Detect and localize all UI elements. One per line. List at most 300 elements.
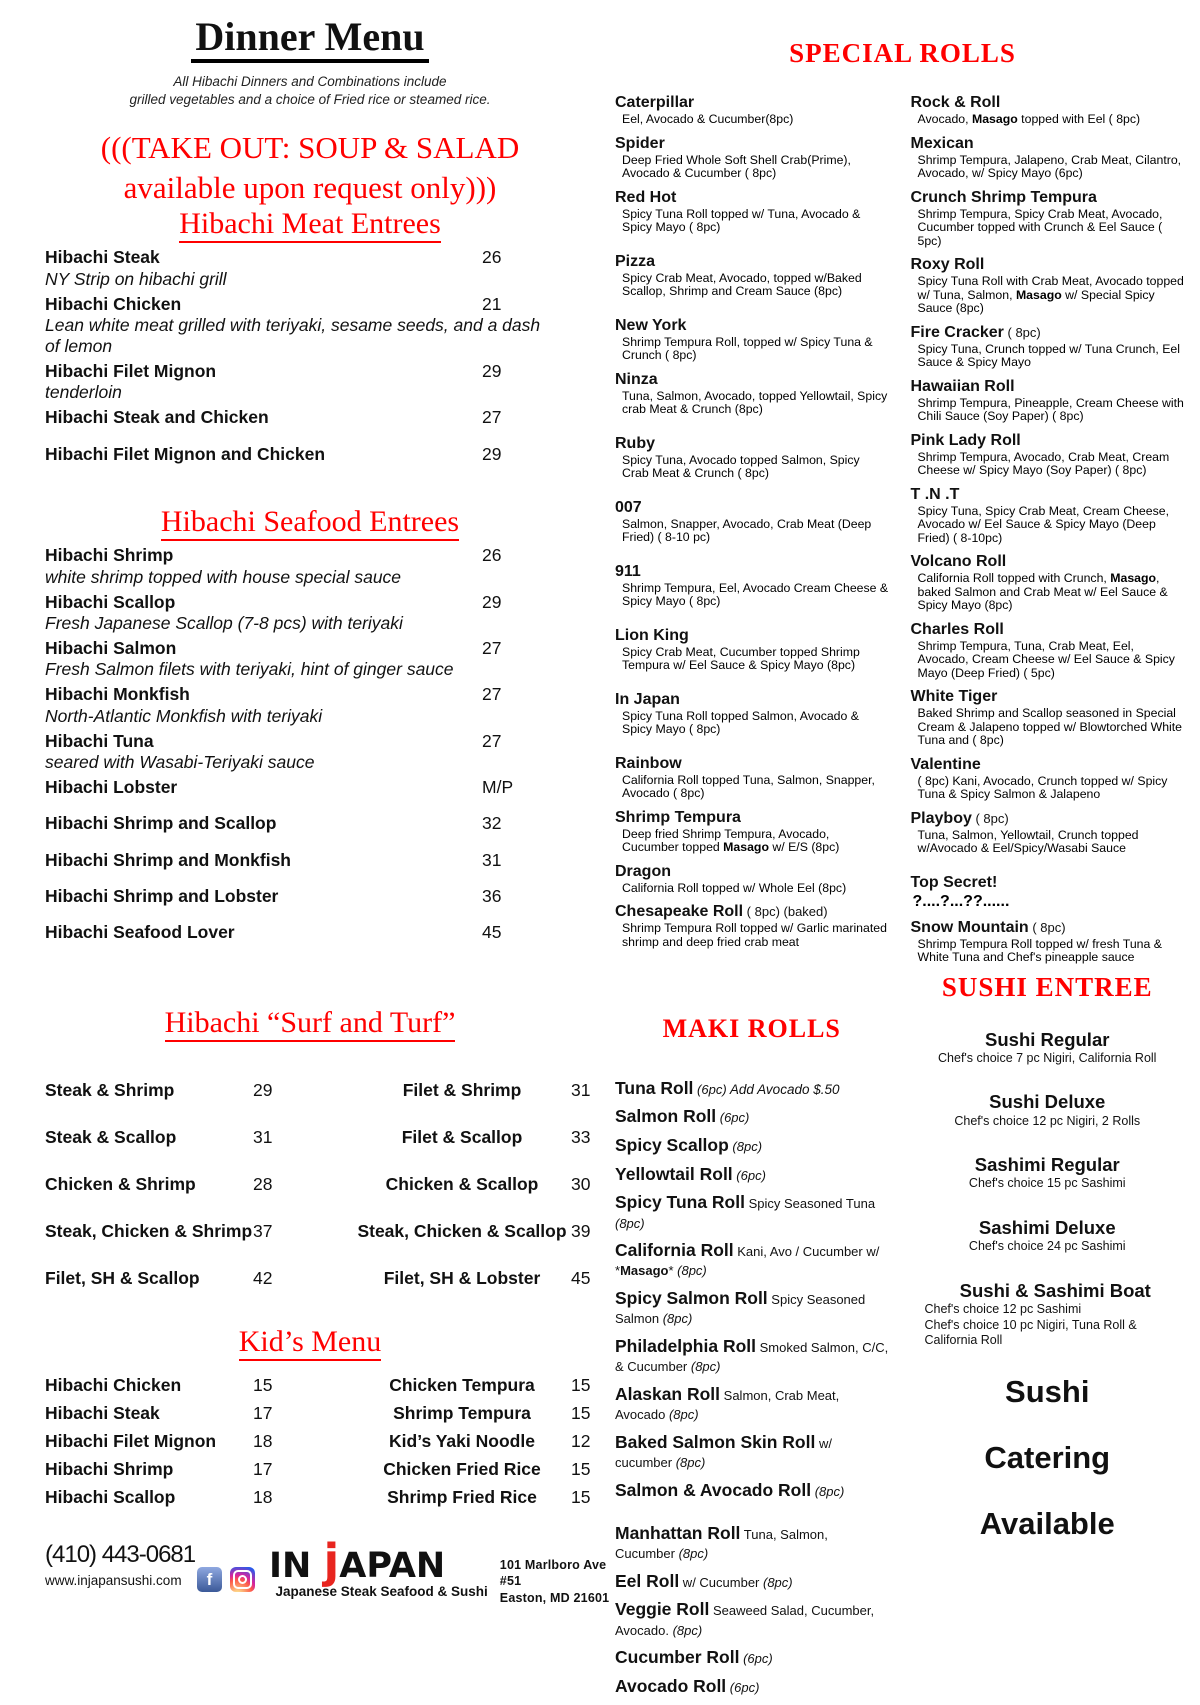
catering-notice — [909, 1374, 1187, 1542]
combo-name: Chicken & Shrimp — [45, 1174, 253, 1195]
roll-desc: Shrimp Tempura, Spicy Crab Meat, Avocado, Cucumber topped with Crunch & Eel Sauce ( 5pc) — [911, 208, 1185, 249]
combo-name: Steak & Shrimp — [45, 1080, 253, 1101]
combo-name: Chicken & Scallop — [353, 1174, 571, 1195]
item-name: Hibachi Steak — [45, 247, 482, 268]
maki-item — [615, 1523, 889, 1563]
maki-pieces: (8pc) — [615, 1216, 645, 1231]
logo-text: IN jAPAN — [269, 1541, 488, 1583]
roll-desc: Avocado, Masago topped with Eel ( 8pc) — [911, 113, 1185, 127]
roll-name: Fire Cracker ( 8pc) — [911, 323, 1185, 343]
maki-item — [615, 1164, 889, 1185]
catering-line: Available — [909, 1506, 1187, 1542]
roll-name: Crunch Shrimp Tempura — [911, 188, 1185, 208]
roll-name: Pizza — [615, 252, 889, 272]
roll-desc: Spicy Tuna, Spicy Crab Meat, Cream Cheese, Avocado w/ Eel Sauce & Spicy Mayo (Deep Fried) ( 8-10pc) — [911, 505, 1185, 546]
menu-item — [45, 361, 550, 403]
footer — [45, 1541, 625, 1608]
combo-price: 30 — [571, 1174, 635, 1195]
maki-item — [615, 1240, 889, 1280]
meat-entrees-list — [45, 247, 550, 465]
combo-price: 18 — [253, 1487, 353, 1508]
roll-item — [615, 690, 889, 737]
roll-desc: Tuna, Salmon, Avocado, topped Yellowtail, Spicy crab Meat & Crunch (8pc) — [615, 390, 889, 417]
roll-name: 911 — [615, 562, 889, 582]
roll-name: Ninza — [615, 370, 889, 390]
menu-item — [45, 545, 550, 587]
contact-block — [45, 1541, 195, 1588]
item-desc: Fresh Japanese Scallop (7-8 pcs) with teriyaki — [45, 613, 550, 634]
item-name: Hibachi Shrimp — [45, 545, 482, 566]
maki-name: Spicy Tuna Roll — [615, 1192, 745, 1212]
menu-item — [45, 247, 550, 289]
maki-name: Philadelphia Roll — [615, 1336, 756, 1356]
sushi-item-desc: Chef's choice 15 pc Sashimi — [909, 1176, 1187, 1192]
item-name: Hibachi Shrimp and Monkfish — [45, 850, 482, 871]
maki-name: Salmon & Avocado Roll — [615, 1480, 811, 1500]
roll-name: New York — [615, 316, 889, 336]
menu-item — [45, 684, 550, 726]
left-column — [0, 0, 605, 1585]
roll-name: Shrimp Tempura — [615, 808, 889, 828]
combo-price: 15 — [253, 1375, 353, 1396]
maki-name: Cucumber Roll — [615, 1647, 739, 1667]
maki-desc: Spicy Seasoned Salmon — [615, 1292, 865, 1326]
menu-item — [45, 731, 550, 773]
roll-desc: California Roll topped Tuna, Salmon, Snapper, Avocado ( 8pc) — [615, 774, 889, 801]
roll-item — [911, 134, 1185, 181]
surf-turf-heading: Hibachi “Surf and Turf” — [45, 1006, 575, 1042]
item-desc: seared with Wasabi-Teriyaki sauce — [45, 752, 550, 773]
roll-desc: Spicy Tuna Roll with Crab Meat, Avocado topped w/ Tuna, Salmon, Masago w/ Special Spicy Sauce (8pc) — [911, 275, 1185, 316]
item-desc: white shrimp topped with house special sauce — [45, 567, 550, 588]
roll-name: Roxy Roll — [911, 255, 1185, 275]
roll-item — [615, 188, 889, 235]
maki-item — [615, 1599, 889, 1639]
roll-desc: Shrimp Tempura, Avocado, Crab Meat, Cream Cheese w/ Spicy Mayo (Soy Paper) ( 8pc) — [911, 451, 1185, 478]
combo-price: 37 — [253, 1221, 353, 1242]
roll-desc: Shrimp Tempura, Jalapeno, Crab Meat, Cilantro, Avocado, w/ Spicy Mayo (6pc) — [911, 154, 1185, 181]
combo-price: 12 — [571, 1431, 635, 1452]
maki-item — [615, 1676, 889, 1697]
maki-pieces: (6pc) — [733, 1168, 766, 1183]
facebook-icon: f — [197, 1567, 222, 1592]
maki-desc: w/ Cucumber — [679, 1575, 759, 1590]
item-desc: North-Atlantic Monkfish with teriyaki — [45, 706, 550, 727]
roll-name: Hawaiian Roll — [911, 377, 1185, 397]
menu-item — [45, 886, 550, 907]
roll-pieces: ( 8pc) — [1004, 325, 1041, 340]
maki-desc: Smoked Salmon, C/C, & Cucumber — [615, 1340, 888, 1374]
combo-name: Shrimp Fried Rice — [353, 1487, 571, 1508]
combo-price: 17 — [253, 1403, 353, 1424]
menu-item — [45, 813, 550, 834]
roll-pieces: ( 8pc) — [1029, 920, 1066, 935]
roll-name: Chesapeake Roll ( 8pc) (baked) — [615, 902, 889, 922]
item-price: 21 — [482, 294, 550, 315]
roll-name: Top Secret! — [911, 873, 1185, 893]
maki-item — [615, 1288, 889, 1328]
sushi-entree-item — [909, 1280, 1187, 1349]
roll-name: T .N .T — [911, 485, 1185, 505]
maki-name: Yellowtail Roll — [615, 1164, 733, 1184]
item-name: Hibachi Tuna — [45, 731, 482, 752]
maki-item — [615, 1135, 889, 1156]
menu-subtitle — [45, 73, 575, 108]
roll-name: Rock & Roll — [911, 93, 1185, 113]
subtitle-line-2: grilled vegetables and a choice of Fried rice or steamed rice. — [45, 91, 575, 109]
maki-pieces: (8pc) — [811, 1484, 844, 1499]
maki-pieces: (6pc) — [726, 1680, 759, 1695]
roll-desc: California Roll topped with Crunch, Masago, baked Salmon and Crab Meat w/ Eel Sauce & Spicy Mayo (8pc) — [911, 572, 1185, 613]
special-rolls-heading: SPECIAL ROLLS — [605, 38, 1200, 69]
special-rolls-section — [605, 93, 1200, 972]
special-rolls-col-2 — [903, 93, 1200, 972]
item-name: Hibachi Chicken — [45, 294, 482, 315]
combo-name: Hibachi Shrimp — [45, 1459, 253, 1480]
sushi-item-name: Sashimi Regular — [909, 1154, 1187, 1176]
maki-name: Salmon Roll — [615, 1106, 716, 1126]
roll-item — [911, 485, 1185, 546]
roll-item — [615, 93, 889, 127]
combo-name: Shrimp Tempura — [353, 1403, 571, 1424]
roll-name: In Japan — [615, 690, 889, 710]
maki-pieces: (8pc) — [687, 1359, 720, 1374]
item-price: 29 — [482, 361, 550, 382]
roll-name: Red Hot — [615, 188, 889, 208]
maki-name: California Roll — [615, 1240, 734, 1260]
combo-price: 29 — [253, 1080, 353, 1101]
maki-pieces: (6pc) — [716, 1110, 749, 1125]
roll-desc: Spicy Crab Meat, Avocado, topped w/Baked Scallop, Shrimp and Cream Sauce (8pc) — [615, 272, 889, 299]
combo-name: Hibachi Steak — [45, 1403, 253, 1424]
address-line-2: Easton, MD 21601 — [500, 1590, 625, 1607]
roll-item — [911, 873, 1185, 911]
roll-desc: Salmon, Snapper, Avocado, Crab Meat (Deep Fried) ( 8-10 pc) — [615, 518, 889, 545]
roll-desc: Spicy Tuna, Crunch topped w/ Tuna Crunch, Eel Sauce & Spicy Mayo — [911, 343, 1185, 370]
item-price: 36 — [482, 886, 550, 907]
sushi-entree-list — [909, 1029, 1187, 1349]
maki-item — [615, 1384, 889, 1424]
maki-desc: Salmon, Crab Meat, Avocado — [615, 1388, 839, 1422]
roll-name: White Tiger — [911, 687, 1185, 707]
combo-price: 15 — [571, 1375, 635, 1396]
maki-rolls-section — [605, 972, 903, 1705]
social-icons — [197, 1567, 255, 1592]
surf-turf-list — [45, 1080, 635, 1315]
roll-item — [615, 626, 889, 673]
roll-name: Charles Roll — [911, 620, 1185, 640]
maki-pieces: (8pc) — [665, 1407, 698, 1422]
item-desc: Fresh Salmon filets with teriyaki, hint of ginger sauce — [45, 659, 550, 680]
item-name: Hibachi Shrimp and Lobster — [45, 886, 482, 907]
item-price: 26 — [482, 545, 550, 566]
roll-item — [911, 323, 1185, 370]
roll-desc: ?....?...??...... — [911, 893, 1185, 911]
combo-name: Steak & Scallop — [45, 1127, 253, 1148]
combo-name: Filet & Scallop — [353, 1127, 571, 1148]
roll-pieces: ( 8pc) — [972, 811, 1009, 826]
roll-item — [615, 434, 889, 481]
item-price: 45 — [482, 922, 550, 943]
roll-desc: Shrimp Tempura Roll topped w/ fresh Tuna & White Tuna and Chef's pineapple sauce — [911, 938, 1185, 965]
item-name: Hibachi Scallop — [45, 592, 482, 613]
item-price: 29 — [482, 444, 550, 465]
maki-name: Spicy Scallop — [615, 1135, 729, 1155]
item-name: Hibachi Steak and Chicken — [45, 407, 482, 428]
item-price: 27 — [482, 638, 550, 659]
sushi-item-desc: Chef's choice 10 pc Nigiri, Tuna Roll & — [925, 1318, 1187, 1334]
maki-desc: Kani, Avo / Cucumber w/ *Masago* — [615, 1244, 879, 1278]
roll-item — [911, 620, 1185, 681]
combo-name: Hibachi Scallop — [45, 1487, 253, 1508]
roll-item — [615, 902, 889, 949]
meat-entrees-heading: Hibachi Meat Entrees — [45, 207, 575, 243]
menu-item — [45, 777, 550, 798]
maki-name: Baked Salmon Skin Roll — [615, 1432, 815, 1452]
maki-item — [615, 1480, 889, 1501]
roll-desc: Shrimp Tempura Roll topped w/ Garlic marinated shrimp and deep fried crab meat — [615, 922, 889, 949]
roll-desc: Shrimp Tempura, Eel, Avocado Cream Cheese & Spicy Mayo ( 8pc) — [615, 582, 889, 609]
combo-name: Filet, SH & Scallop — [45, 1268, 253, 1289]
sushi-item-name: Sashimi Deluxe — [909, 1217, 1187, 1239]
maki-pieces: (8pc) — [675, 1546, 708, 1561]
special-rolls-col-1 — [605, 93, 903, 972]
kids-menu-heading: Kid’s Menu — [45, 1325, 575, 1361]
sushi-item-desc: Chef's choice 7 pc Nigiri, California Roll — [909, 1051, 1187, 1067]
roll-desc: Spicy Tuna Roll topped Salmon, Avocado & Spicy Mayo ( 8pc) — [615, 710, 889, 737]
maki-pieces: (8pc) — [729, 1139, 762, 1154]
maki-item — [615, 1571, 889, 1592]
roll-item — [911, 255, 1185, 316]
combo-price: 15 — [571, 1403, 635, 1424]
maki-pieces: (8pc) — [669, 1623, 702, 1638]
roll-item — [911, 431, 1185, 478]
roll-item — [911, 552, 1185, 613]
roll-name: Playboy ( 8pc) — [911, 809, 1185, 829]
maki-desc: Seaweed Salad, Cucumber, Avocado. — [615, 1603, 874, 1637]
maki-name: Spicy Salmon Roll — [615, 1288, 768, 1308]
roll-desc: Spicy Tuna, Avocado topped Salmon, Spicy Crab Meat & Crunch ( 8pc) — [615, 454, 889, 481]
catering-line: Sushi — [909, 1374, 1187, 1410]
catering-line: Catering — [909, 1440, 1187, 1476]
subtitle-line-1: All Hibachi Dinners and Combinations include — [45, 73, 575, 91]
menu-item — [45, 444, 550, 465]
roll-desc: California Roll topped w/ Whole Eel (8pc) — [615, 882, 889, 896]
right-column — [605, 0, 1200, 1585]
sushi-entree-heading: SUSHI ENTREE — [909, 972, 1187, 1003]
roll-name: Volcano Roll — [911, 552, 1185, 572]
maki-pieces: (6pc) — [739, 1651, 772, 1666]
combo-price: 15 — [571, 1459, 635, 1480]
maki-item — [615, 1336, 889, 1376]
roll-desc: Deep Fried Whole Soft Shell Crab(Prime), Avocado & Cucumber ( 8pc) — [615, 154, 889, 181]
roll-desc: Baked Shrimp and Scallop seasoned in Special Cream & Jalapeno topped w/ Blowtorched White Tuna and ( 8pc) — [911, 707, 1185, 748]
sushi-entree-item — [909, 1029, 1187, 1067]
roll-desc: Shrimp Tempura, Pineapple, Cream Cheese with Chili Sauce (Soy Paper) ( 8pc) — [911, 397, 1185, 424]
takeout-line-2: available upon request only))) — [45, 168, 575, 208]
combo-name: Kid’s Yaki Noodle — [353, 1431, 571, 1452]
phone-number: (410) 443-0681 — [45, 1541, 195, 1569]
roll-pieces: ( 8pc) (baked) — [743, 904, 828, 919]
maki-pieces: (8pc) — [672, 1455, 705, 1470]
roll-item — [911, 809, 1185, 856]
item-price: M/P — [482, 777, 550, 798]
combo-name: Hibachi Chicken — [45, 1375, 253, 1396]
logo-tagline: Japanese Steak Seafood & Sushi — [269, 1584, 488, 1599]
combo-price: 17 — [253, 1459, 353, 1480]
kids-menu-list — [45, 1375, 635, 1515]
roll-item — [911, 377, 1185, 424]
seafood-entrees-heading: Hibachi Seafood Entrees — [45, 505, 575, 541]
restaurant-logo — [269, 1541, 488, 1600]
roll-item — [615, 316, 889, 363]
maki-item — [615, 1432, 889, 1472]
takeout-line-1: (((TAKE OUT: SOUP & SALAD — [45, 128, 575, 168]
item-price: 27 — [482, 407, 550, 428]
roll-name: Valentine — [911, 755, 1185, 775]
combo-price: 33 — [571, 1127, 635, 1148]
item-name: Hibachi Filet Mignon and Chicken — [45, 444, 482, 465]
maki-rolls-list — [615, 1078, 889, 1698]
item-name: Hibachi Seafood Lover — [45, 922, 482, 943]
roll-item — [615, 370, 889, 417]
roll-name: Mexican — [911, 134, 1185, 154]
combo-price: 39 — [571, 1221, 635, 1242]
roll-item — [615, 252, 889, 299]
item-desc: tenderloin — [45, 382, 550, 403]
combo-price: 42 — [253, 1268, 353, 1289]
item-price: 27 — [482, 684, 550, 705]
sushi-item-desc: Chef's choice 12 pc Sashimi — [925, 1302, 1187, 1318]
combo-name: Hibachi Filet Mignon — [45, 1431, 253, 1452]
item-name: Hibachi Salmon — [45, 638, 482, 659]
combo-price: 18 — [253, 1431, 353, 1452]
roll-item — [615, 754, 889, 801]
maki-name: Alaskan Roll — [615, 1384, 720, 1404]
sushi-item-name: Sushi Regular — [909, 1029, 1187, 1051]
takeout-notice — [45, 128, 575, 207]
roll-name: Rainbow — [615, 754, 889, 774]
roll-desc: Tuna, Salmon, Yellowtail, Crunch topped w/Avocado & Eel/Spicy/Wasabi Sauce — [911, 829, 1185, 856]
sushi-entree-section — [903, 972, 1200, 1705]
logo-red-j: j — [324, 1534, 340, 1588]
item-name: Hibachi Monkfish — [45, 684, 482, 705]
combo-name: Filet, SH & Lobster — [353, 1268, 571, 1289]
item-price: 27 — [482, 731, 550, 752]
roll-desc: Eel, Avocado & Cucumber(8pc) — [615, 113, 889, 127]
roll-name: Snow Mountain ( 8pc) — [911, 918, 1185, 938]
roll-desc: Spicy Tuna Roll topped w/ Tuna, Avocado & Spicy Mayo ( 8pc) — [615, 208, 889, 235]
maki-pieces: (6pc) — [693, 1082, 726, 1097]
item-name: Hibachi Shrimp and Scallop — [45, 813, 482, 834]
combo-price: 31 — [253, 1127, 353, 1148]
sushi-item-name: Sushi & Sashimi Boat — [925, 1280, 1187, 1302]
maki-item — [615, 1106, 889, 1127]
roll-name: Pink Lady Roll — [911, 431, 1185, 451]
roll-desc: Deep fried Shrimp Tempura, Avocado, Cucumber topped Masago w/ E/S (8pc) — [615, 828, 889, 855]
maki-note: Add Avocado $.50 — [727, 1082, 840, 1097]
maki-name: Tuna Roll — [615, 1078, 693, 1098]
combo-name: Filet & Shrimp — [353, 1080, 571, 1101]
roll-item — [911, 918, 1185, 965]
item-price: 31 — [482, 850, 550, 871]
roll-desc: Shrimp Tempura, Tuna, Crab Meat, Eel, Avocado, Cream Cheese w/ Eel Sauce & Spicy Mayo (Deep Fried) ( 5pc) — [911, 640, 1185, 681]
combo-price: 15 — [571, 1487, 635, 1508]
roll-desc: ( 8pc) Kani, Avocado, Crunch topped w/ Spicy Tuna & Spicy Salmon & Jalapeno — [911, 775, 1185, 802]
maki-pieces: (8pc) — [759, 1575, 792, 1590]
maki-pieces: (8pc) — [659, 1311, 692, 1326]
seafood-entrees-list — [45, 545, 550, 943]
roll-name: Ruby — [615, 434, 889, 454]
roll-name: Spider — [615, 134, 889, 154]
instagram-icon — [230, 1567, 255, 1592]
maki-name: Veggie Roll — [615, 1599, 709, 1619]
combo-name: Steak, Chicken & Scallop — [353, 1221, 571, 1242]
menu-item — [45, 407, 550, 428]
sushi-entree-item — [909, 1091, 1187, 1129]
roll-item — [911, 93, 1185, 127]
sushi-entree-item — [909, 1154, 1187, 1192]
maki-item — [615, 1078, 889, 1099]
maki-pieces: (8pc) — [674, 1263, 707, 1278]
item-desc: Lean white meat grilled with teriyaki, sesame seeds, and a dash of lemon — [45, 315, 550, 357]
maki-name: Manhattan Roll — [615, 1523, 740, 1543]
page-title: Dinner Menu — [191, 16, 428, 63]
maki-desc: Spicy Seasoned Tuna — [745, 1196, 875, 1211]
maki-name: Eel Roll — [615, 1571, 679, 1591]
combo-name: Chicken Tempura — [353, 1375, 571, 1396]
roll-item — [615, 808, 889, 855]
combo-name: Chicken Fried Rice — [353, 1459, 571, 1480]
roll-item — [615, 134, 889, 181]
item-name: Hibachi Filet Mignon — [45, 361, 482, 382]
menu-item — [45, 922, 550, 943]
lower-section — [605, 972, 1200, 1705]
combo-price: 31 — [571, 1080, 635, 1101]
roll-item — [911, 755, 1185, 802]
roll-desc: Spicy Crab Meat, Cucumber topped Shrimp Tempura w/ Eel Sauce & Spicy Mayo (8pc) — [615, 646, 889, 673]
roll-desc: Shrimp Tempura Roll, topped w/ Spicy Tuna & Crunch ( 8pc) — [615, 336, 889, 363]
roll-item — [615, 562, 889, 609]
maki-desc: Tuna, Salmon, Cucumber — [615, 1527, 828, 1561]
sushi-entree-item — [909, 1217, 1187, 1255]
combo-name: Steak, Chicken & Shrimp — [45, 1221, 253, 1242]
roll-name: Caterpillar — [615, 93, 889, 113]
maki-rolls-heading: MAKI ROLLS — [615, 1014, 889, 1044]
item-price: 32 — [482, 813, 550, 834]
item-name: Hibachi Lobster — [45, 777, 482, 798]
menu-item — [45, 638, 550, 680]
sushi-item-name: Sushi Deluxe — [909, 1091, 1187, 1113]
combo-price: 28 — [253, 1174, 353, 1195]
maki-name: Avocado Roll — [615, 1676, 726, 1696]
roll-item — [911, 188, 1185, 249]
sushi-item-desc: Chef's choice 12 pc Nigiri, 2 Rolls — [909, 1114, 1187, 1130]
maki-desc: w/ cucumber — [615, 1436, 832, 1470]
item-price: 29 — [482, 592, 550, 613]
sushi-item-desc: California Roll — [925, 1333, 1187, 1349]
address-line-1: 101 Marlboro Ave #51 — [500, 1557, 625, 1591]
item-desc: NY Strip on hibachi grill — [45, 269, 550, 290]
combo-price: 45 — [571, 1268, 635, 1289]
maki-item — [615, 1192, 889, 1232]
roll-name: Dragon — [615, 862, 889, 882]
menu-item — [45, 850, 550, 871]
roll-item — [911, 687, 1185, 748]
menu-item — [45, 592, 550, 634]
roll-name: 007 — [615, 498, 889, 518]
maki-item — [615, 1647, 889, 1668]
